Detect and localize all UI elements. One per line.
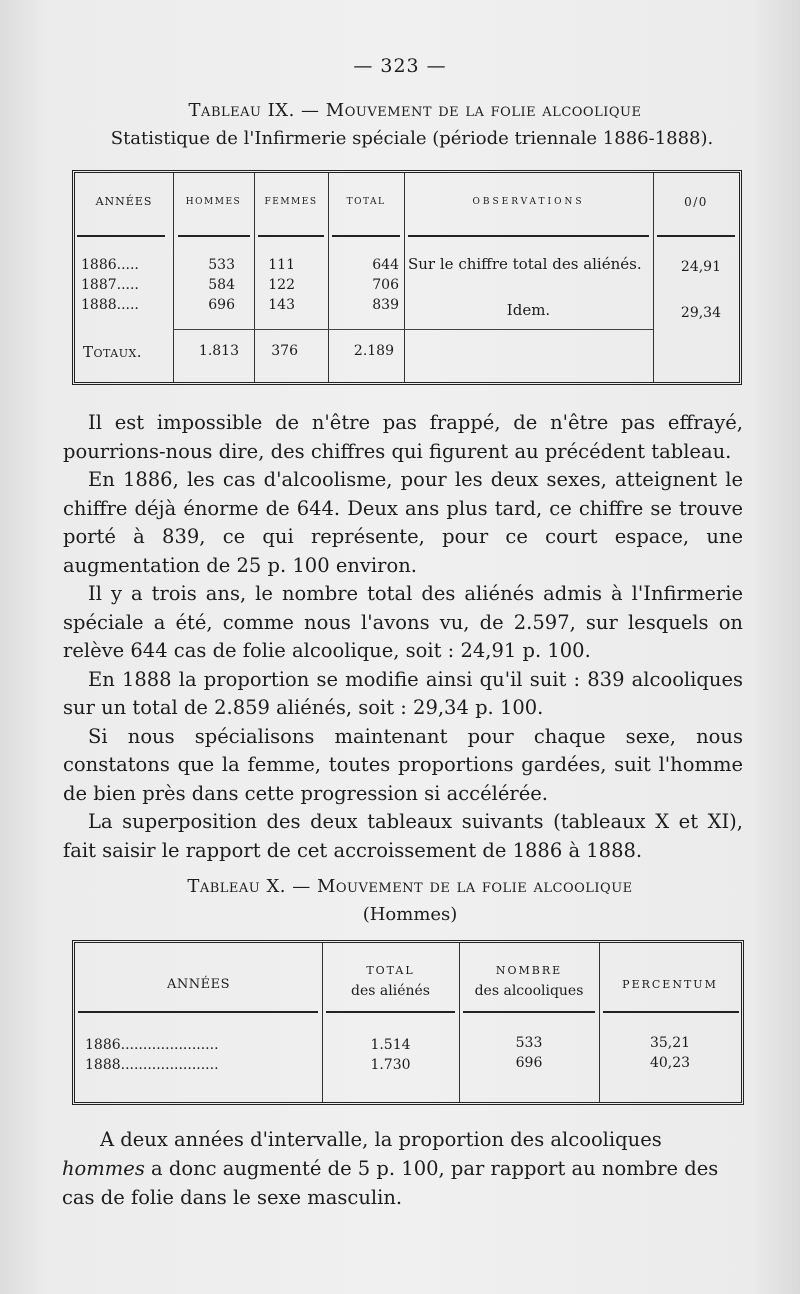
table10-header-nombre xyxy=(459,961,599,1001)
table9-year: 1886..... xyxy=(81,257,139,273)
table10-header-rule xyxy=(463,1011,595,1013)
table10-header-nombre-top: NOMBRE xyxy=(495,964,563,977)
table10-total: 1.514 xyxy=(370,1037,411,1053)
table10-divider xyxy=(599,943,600,1102)
paragraph: En 1886, les cas d'alcoolisme, pour les deux sexes, atteignent le chiffre déjà énorme de 644. Deux ans plus tard, ce chiffre se trouve porté à 839, ce qui représente, pour ce court espace, une augmentation de 25 p. 100 environ. xyxy=(63,468,743,577)
closing-italic: hommes xyxy=(62,1157,145,1180)
table10-header-total xyxy=(322,961,459,1001)
table9-header-rule xyxy=(332,235,400,237)
table9-year: 1888..... xyxy=(81,297,139,313)
table10-header-total-top: TOTAL xyxy=(366,964,415,977)
table9-percent: 29,34 xyxy=(680,305,721,321)
closing-line: cas de folie dans le sexe masculin. xyxy=(62,1186,403,1209)
table9-hommes: 696 xyxy=(208,297,235,313)
table9-totals-label: Totaux. xyxy=(83,343,143,361)
table9-header-percent: 0/0 xyxy=(684,195,708,209)
table10-percent: 35,21 xyxy=(649,1035,691,1051)
table9-subtitle: Statistique de l'Infirmerie spéciale (période triennale 1886-1888). xyxy=(110,128,714,149)
paragraph: La superposition des deux tableaux suivants (tableaux X et XI), fait saisir le rapport de cet accroissement de 1886 à 1888. xyxy=(63,810,743,862)
table9-totals-total: 2.189 xyxy=(353,343,394,359)
body-text xyxy=(63,409,743,865)
table9-header-rule xyxy=(258,235,324,237)
table9-hommes: 533 xyxy=(208,257,235,273)
table9-header-observations: OBSERVATIONS xyxy=(472,197,585,207)
closing-paragraph xyxy=(62,1125,745,1212)
table10-header-percentum: PERCENTUM xyxy=(622,978,718,991)
table10-header-annees: ANNÉES xyxy=(166,977,231,992)
table9-header-annees: ANNÉES xyxy=(95,195,153,208)
table10-total: 1.730 xyxy=(370,1057,411,1073)
paragraph: Si nous spécialisons maintenant pour chaque sexe, nous constatons que la femme, toutes proportions gardées, suit l'homme de bien près dans cette progression si accélérée. xyxy=(63,724,743,805)
table9-header-total: TOTAL xyxy=(346,197,386,207)
table10-percent: 40,23 xyxy=(649,1055,691,1071)
table9 xyxy=(72,170,742,385)
table9-percent: 24,91 xyxy=(680,259,721,275)
table9-title: Tableau IX. — Mouvement de la folie alcoolique xyxy=(188,100,642,121)
table10-year: 1888...................... xyxy=(85,1057,219,1073)
table10-header-nombre-bottom: des alcooliques xyxy=(474,983,584,999)
table10-nombre: 696 xyxy=(515,1055,543,1071)
table10-header-total-bottom: des aliénés xyxy=(351,983,430,999)
paragraph: Il est impossible de n'être pas frappé, de n'être pas effrayé, pourrions-nous dire, des chiffres qui figurent au précédent tableau. xyxy=(63,411,743,463)
table10-header-rule xyxy=(78,1011,318,1013)
table9-total: 706 xyxy=(372,277,399,293)
table9-header-rule xyxy=(408,235,649,237)
table10-subtitle: (Hommes) xyxy=(362,904,458,925)
table9-totals-hommes: 1.813 xyxy=(198,343,239,359)
table9-total: 839 xyxy=(372,297,399,313)
table9-totals-femmes: 376 xyxy=(271,343,298,359)
table9-femmes: 111 xyxy=(268,257,295,273)
table9-observation: Sur le chiffre total des aliénés. xyxy=(408,255,642,273)
closing-line xyxy=(62,1154,745,1183)
table9-header-rule xyxy=(657,235,735,237)
table9-femmes: 122 xyxy=(268,277,295,293)
table10-header-rule xyxy=(326,1011,455,1013)
table9-header-femmes: FEMMES xyxy=(264,197,318,207)
page-number: — 323 — xyxy=(353,55,447,77)
table9-header-rule xyxy=(178,235,250,237)
paragraph: En 1888 la proportion se modifie ainsi qu'il suit : 839 alcooliques sur un total de 2.859 aliénés, soit : 29,34 p. 100. xyxy=(63,667,743,719)
table9-observation: Idem. xyxy=(506,301,551,319)
table9-femmes: 143 xyxy=(268,297,295,313)
table9-year: 1887..... xyxy=(81,277,139,293)
table9-total: 644 xyxy=(372,257,399,273)
table10-header-rule xyxy=(603,1011,739,1013)
table9-total-rule xyxy=(173,329,653,330)
closing-line: A deux années d'intervalle, la proportion des alcooliques xyxy=(100,1128,662,1151)
table9-header-hommes: HOMMES xyxy=(185,197,242,207)
table9-header-rule xyxy=(77,235,165,237)
table10-year: 1886...................... xyxy=(85,1037,219,1053)
table10-title: Tableau X. — Mouvement de la folie alcoolique xyxy=(187,876,633,897)
table9-hommes: 584 xyxy=(208,277,235,293)
table10 xyxy=(72,940,744,1105)
table10-nombre: 533 xyxy=(515,1035,543,1051)
closing-line-rest: a donc augmenté de 5 p. 100, par rapport au nombre des xyxy=(144,1157,719,1180)
paragraph: Il y a trois ans, le nombre total des aliénés admis à l'Infirmerie spéciale a été, comme nous l'avons vu, de 2.597, sur lesquels on relève 644 cas de folie alcoolique, soit : 24,91 p. 100. xyxy=(63,582,743,662)
